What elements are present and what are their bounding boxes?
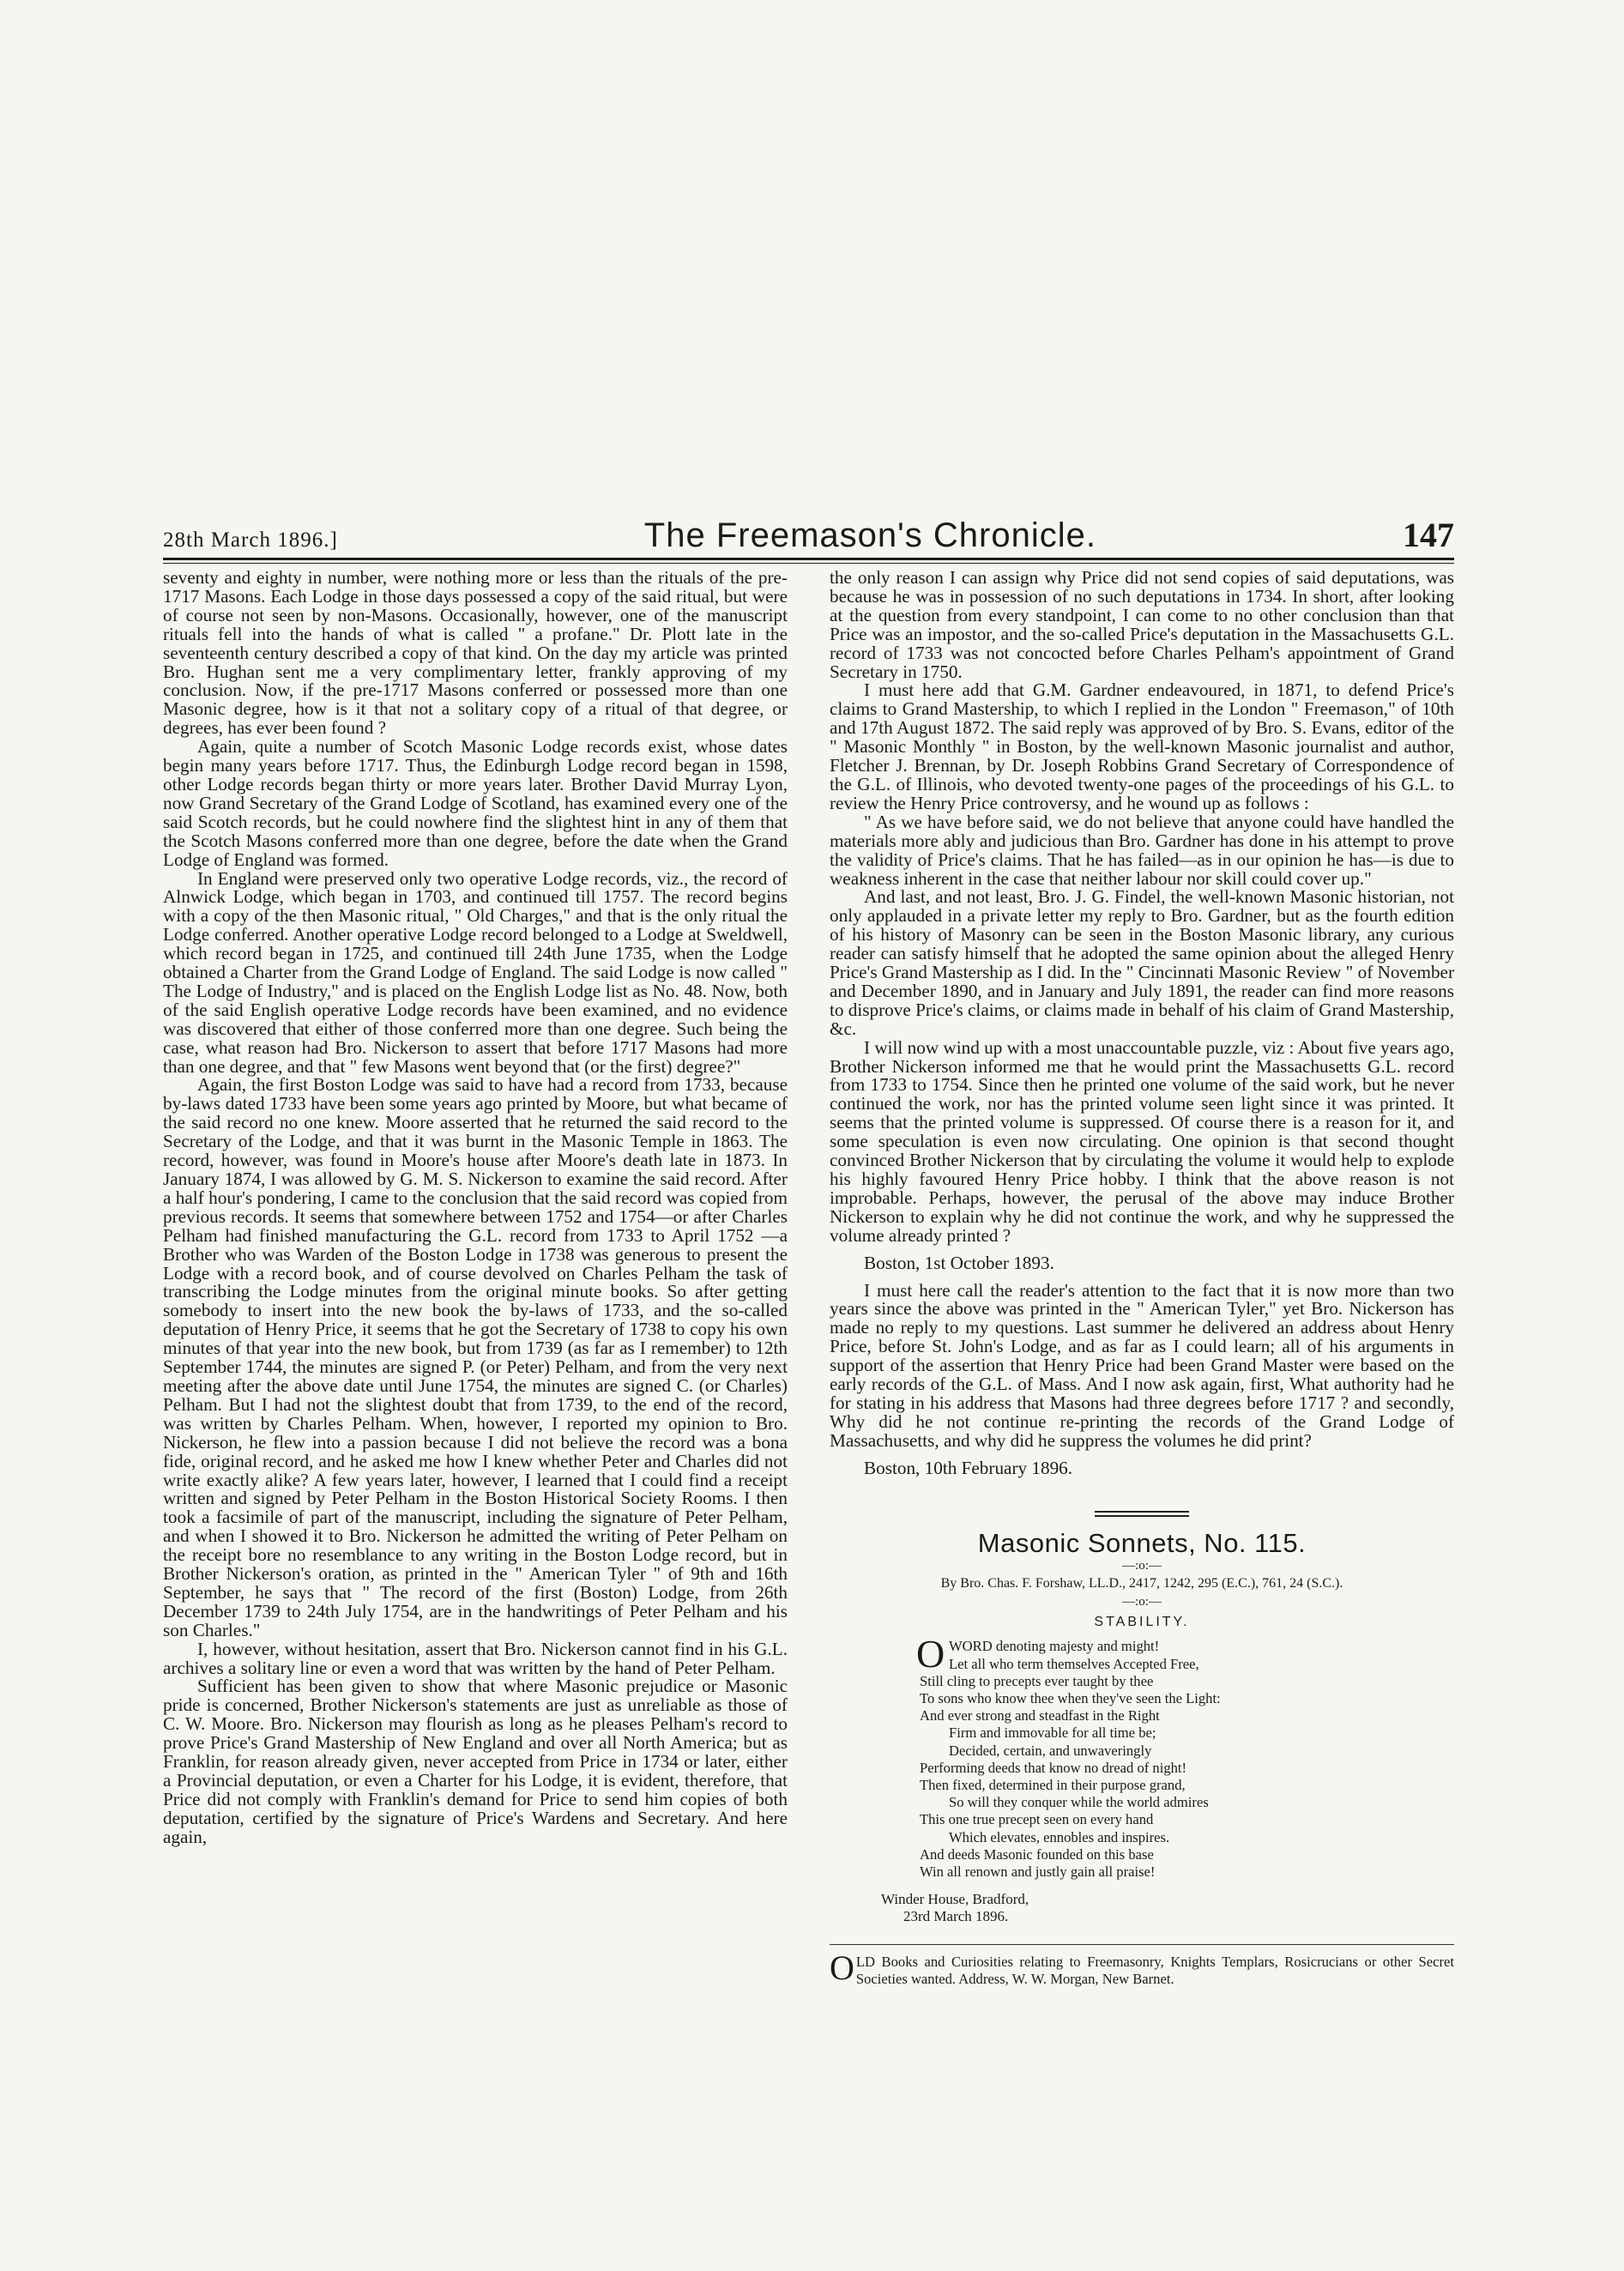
poem-line: And ever strong and steadfast in the Right — [920, 1707, 1160, 1724]
quoted-paragraph: " As we have before said, we do not believe that anyone could have handled the materials more ably and judicious than Bro. Gardner has done in his attempt to prove the validity of Price's claims. That he has failed—as in our opinion he has—is due to weakness inherent in the case that neither labour nor skill could cover up." — [830, 811, 1454, 889]
poem-line: Performing deeds that know no dread of night! — [920, 1759, 1187, 1776]
header-rule-thin — [163, 563, 1454, 564]
dateline: Boston, 1st October 1893. — [864, 1252, 1054, 1273]
poem-line: Win all renown and justly gain all praise! — [920, 1863, 1156, 1881]
dateline: Boston, 10th February 1896. — [864, 1457, 1073, 1478]
paragraph: seventy and eighty in number, were nothing more or less than the rituals of the pre-1717 Masons. Each Lodge in those days possessed a copy of the said ritual, but were of course not seen by non-Masons. Occasionally, however, one of the manuscript rituals fell into the hands of what is called " a profane." Dr. Plott late in the seventeenth century described a copy of that kind. On the day my article was printed Bro. Hughan sent me a very complimentary letter, frankly approving of my conclusion. Now, if the pre-1717 Masons conferred or possessed more than one Masonic degree, how is it that not a solitary copy of a ritual of that degree, or degrees, has ever been found ? — [163, 567, 788, 739]
header-rule — [163, 558, 1454, 560]
masthead — [163, 515, 1454, 554]
postscript: I must here call the reader's attention to the fact that it is now more than two years since the above was printed in the " American Tyler," yet Bro. Nickerson has made no reply to my questions. Last summer he delivered an address about Henry Price, before St. John's Lodge, and as far as I could learn; all of his arguments in support of the assertion that Henry Price had been Grand Master were based on the early records of the G.L. of Mass. And I now ask again, first, What authority had he for stating in his address that Masons had three degrees before 1717 ? and secondly, Why did he not continue re-printing the records of the Grand Lodge of Massachusetts, and why did he suppress the volumes he did print? — [830, 1279, 1454, 1451]
paragraph: And last, and not least, Bro. J. G. Findel, the well-known Masonic historian, not only applauded in a private letter my reply to Bro. Gardner, but as the fourth edition of his history of Masonry can be seen in the Boston Masonic library, any curious reader can satisfy himself that he adopted the same opinion about the alleged Henry Price's Grand Mastership as I did. In the " Cincinnati Masonic Review " of November and December 1890, and in January and July 1891, the reader can find more reasons to disprove Price's claims, or claims made in behalf of his claim of Grand Mastership, &c. — [830, 886, 1454, 1039]
left-column — [163, 569, 788, 1847]
classified-advert — [830, 1948, 1454, 1988]
advert-initial: O — [830, 1948, 854, 1988]
poem-line: Let all who term themselves Accepted Free, — [949, 1655, 1199, 1672]
paragraph: Sufficient has been given to show that where Masonic prejudice or Masonic pride is concerned, Brother Nickerson's statements are just as unreliable as those of C. W. Moore. Bro. Nickerson may flourish as long as he pleases Pelham's record to prove Price's Grand Mastership of New England and over all North America; but as Franklin, for reason already given, never accepted from Price in 1734 or later, either a Provincial deputation, or even a Charter for his Lodge, it is evident, therefore, that Price did not comply with Franklin's demand for Price to send him copies of both deputation, certified by the signature of Price's Wardens and Secretary. And here again, — [163, 1676, 788, 1847]
poem-line: Then fixed, determined in their purpose grand, — [920, 1777, 1186, 1794]
publication-title: The Freemason's Chronicle. — [643, 516, 1096, 554]
sonnet-body — [916, 1632, 1454, 1881]
poem-line: So will they conquer while the world admires — [949, 1794, 1209, 1811]
poem-line: This one true precept seen on every hand — [920, 1811, 1154, 1828]
paragraph: I will now wind up with a most unaccountable puzzle, viz : About five years ago, Brother Nickerson informed me that he would print the Massachusetts G.L. record from 1733 to 1754. Since then he printed one volume of the said work, but he never continued the work, nor has the printed volume seen light since it was printed. It seems that the printed volume is suppressed. Of course there is a reason for it, and some speculation is even now circulating. One opinion is that second thought convinced Brother Nickerson that by circulating the volume it would help to explode his highly favoured Henry Price hobby. I think that the above reason is not improbable. Perhaps, however, the perusal of the above may induce Brother Nickerson to explain why he did not continue the work, and why he suppressed the volume already printed ? — [830, 1036, 1454, 1246]
page-number: 147 — [1402, 516, 1454, 554]
advert-text: LD Books and Curiosities relating to Freemasonry, Knights Templars, Rosicrucians or other Secret Societies wanted. Address, W. W. Morgan, New Barnet. — [855, 1954, 1454, 1988]
paragraph: In England were preserved only two operative Lodge records, viz., the record of Alnwick Lodge, which began in 1703, and continued till 1757. The record begins with a copy of the then Masonic ritual, " Old Charges," and that is the only ritual the Lodge conferred. Another operative Lodge record belonged to a Lodge at Sweldwell, which record began in 1725, and continued till 24th June 1735, when the Lodge obtained a Charter from the Grand Lodge of England. The said Lodge is now called " The Lodge of Industry," and is placed on the English Lodge list as No. 48. Now, both of the said English operative Lodge records have been examined, and no evidence was discovered that either of those conferred more than one degree. Such being the case, what reason had Bro. Nickerson to assert that before 1717 Masons had more than one degree, and that " few Masons went beyond that (or the first) degree?" — [163, 867, 788, 1077]
paragraph: the only reason I can assign why Price did not send copies of said deputations, was because he was in possession of no such deputations in 1734. In short, after looking at the question from every standpoint, I can come to no other conclusion than that Price was an impostor, and the so-called Price's deputation in the Massachusetts G.L. record of 1733 was not concocted before Charles Pelham's appointment of Grand Secretary in 1750. — [830, 567, 1454, 682]
right-column — [830, 569, 1454, 1988]
sonnet-subtitle: STABILITY. — [1094, 1614, 1190, 1629]
poem-line: Still cling to precepts ever taught by thee — [920, 1672, 1154, 1689]
advert-rule — [830, 1944, 1454, 1945]
paragraph: Again, the first Boston Lodge was said to have had a record from 1733, because by-laws dated 1733 have been some years ago printed by Moore, but what became of the said record no one knew. Moore asserted that he returned the said record to the Secretary of the Lodge, and that it was burnt in the Masonic Temple in 1863. The record, however, was found in Moore's house after Moore's death late in 1873. In January 1874, I was allowed by G. M. S. Nickerson to examine the said record. After a half hour's pondering, I came to the conclusion that the said record was copied from previous records. It seems that somewhere between 1752 and 1754—or after Charles Pelham had finished manufacturing the G.L. record from 1733 to April 1752 —a Brother who was Warden of the Boston Lodge in 1738 was generous to present the Lodge with a record book, and of course devolved on Charles Pelham the task of transcribing the Lodge minutes from the original minute books. So after getting somebody to insert into the new book the by-laws of 1733, and the so-called deputation of Henry Price, it seems that he got the Secretary of 1738 to copy his own minutes of that year into the new book, but from 1739 (as far as I remember) to 12th September 1744, the minutes are signed P. (or Peter) Pelham, and from the very next meeting after the above date until June 1754, the minutes are signed C. (or Charles) Pelham. But I had not the slightest doubt that from 1739, to the end of the record, was written by Charles Pelham. When, however, I reported my opinion to Bro. Nickerson, he flew into a passion because I did not believe the record was a bona fide, original record, and he asked me how I knew whether Peter and Charles did not write exactly alike? A few years later, however, I learned that I could find a receipt written and signed by Peter Pelham in the Boston Historical Society Rooms. I then took a facsimile of part of the manuscript, including the signature of Peter Pelham, and when I showed it to Bro. Nickerson he admitted the writing of Peter Pelham on the receipt bore no resemblance to any writing in the Boston Lodge record, but in Brother Nickerson's oration, as printed in the " American Tyler " of 9th and 16th September, he says that " The record of the first (Boston) Lodge, from 26th December 1739 to 24th July 1754, are in the handwritings of Peter Pelham and his son Charles." — [163, 1074, 788, 1640]
paragraph: Again, quite a number of Scotch Masonic Lodge records exist, whose dates begin many years before 1717. Thus, the Edinburgh Lodge record began in 1598, other Lodge records began thirty or more years later. Brother David Murray Lyon, now Grand Secretary of the Grand Lodge of Scotland, has examined every one of the said Scotch records, but he could nowhere find the slightest hint in any of them that the Scotch Masons conferred more than one degree, before the date when the Grand Lodge of England was formed. — [163, 736, 788, 870]
section-separator — [1095, 1511, 1189, 1517]
sonnet-byline: By Bro. Chas. F. Forshaw, LL.D., 2417, 1242, 295 (E.C.), 761, 24 (S.C.). — [940, 1575, 1343, 1591]
signoff-date: 23rd March 1896. — [903, 1908, 1009, 1925]
signoff-place: Winder House, Bradford, — [881, 1891, 1029, 1908]
ornament: —:o:— — [1122, 1558, 1162, 1573]
sonnet-title: Masonic Sonnets, No. 115. — [977, 1527, 1307, 1558]
drop-cap: O — [916, 1632, 945, 1676]
poem-line: And deeds Masonic founded on this base — [920, 1845, 1154, 1863]
poem-line: Decided, certain, and unwaveringly — [949, 1742, 1152, 1759]
sonnet-signoff — [881, 1891, 1454, 1925]
sonnet-section — [830, 1527, 1454, 1926]
poem-line: To sons who know thee when they've seen the Light: — [920, 1690, 1221, 1707]
issue-date: 28th March 1896.] — [163, 528, 338, 552]
poem-line: Firm and immovable for all time be; — [949, 1724, 1156, 1742]
poem-line: Which elevates, ennobles and inspires. — [949, 1828, 1170, 1845]
poem-line: WORD denoting majesty and might! — [949, 1638, 1160, 1655]
paragraph: I must here add that G.M. Gardner endeavoured, in 1871, to defend Price's claims to Grand Mastership, to which I replied in the London " Freemason," of 10th and 17th August 1872. The said reply was approved of by Bro. S. Evans, editor of the " Masonic Monthly " in Boston, by the well-known Masonic journalist and author, Fletcher J. Brennan, by Dr. Joseph Robbins Grand Secretary of Correspondence of the G.L. of Illinois, who devoted twenty-one pages of the proceedings of his G.L. to review the Henry Price controversy, and he wound up as follows : — [830, 679, 1454, 813]
paragraph: I, however, without hesitation, assert that Bro. Nickerson cannot find in his G.L. archives a solitary line or even a word that was written by the hand of Peter Pelham. — [163, 1638, 788, 1678]
ornament: —:o:— — [1122, 1594, 1162, 1609]
